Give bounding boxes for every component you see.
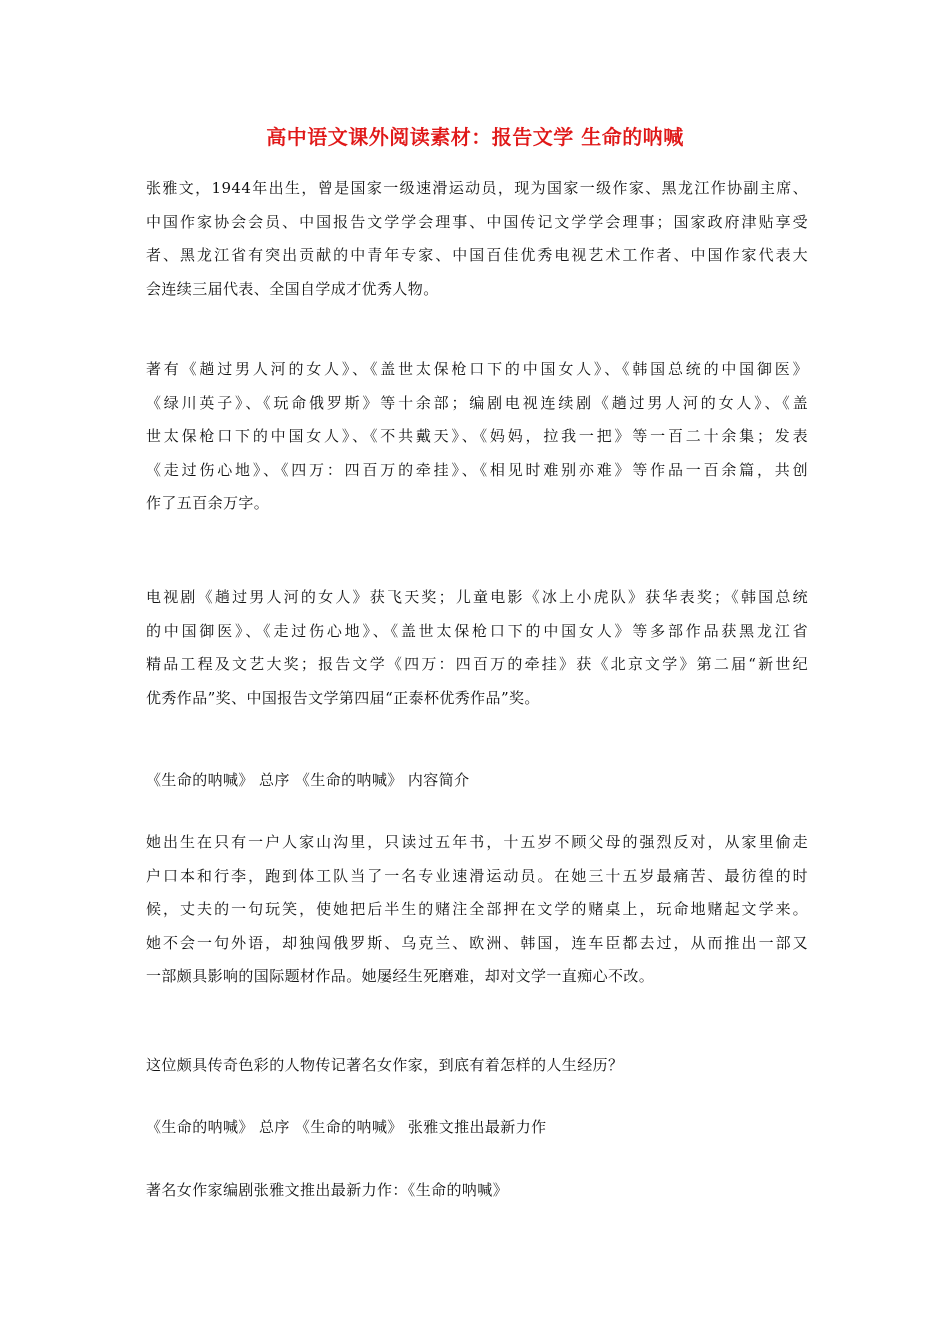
text-line: 《绿川英子》、《玩命俄罗斯》等十余部；编剧电视连续剧《趟过男人河的女人》、《盖 xyxy=(146,393,808,412)
text-line: 一部颇具影响的国际题材作品。她屡经生死磨难，却对文学一直痴心不改。 xyxy=(146,967,655,985)
page-title: 高中语文课外阅读素材：报告文学 生命的呐喊 xyxy=(266,125,684,149)
text-line: 的中国御医》、《走过伤心地》、《盖世太保枪口下的中国女人》等多部作品获黑龙江省 xyxy=(146,621,808,640)
section-heading-intro: 《生命的呐喊》 总序 《生命的呐喊》 内容简介 xyxy=(146,771,470,789)
text-line: 她不会一句外语，却独闯俄罗斯、乌克兰、欧洲、韩国，连车臣都去过，从而推出一部又 xyxy=(146,933,808,952)
text-line: 张雅文，1944年出生，曾是国家一级速滑运动员，现为国家一级作家、黑龙江作协副主席、 xyxy=(146,179,808,197)
text-line: 者、黑龙江省有突出贡献的中青年专家、中国百佳优秀电视艺术工作者、中国作家代表大 xyxy=(146,246,808,264)
text-line: 她出生在只有一户人家山沟里，只读过五年书，十五岁不顾父母的强烈反对，从家里偷走 xyxy=(146,833,808,851)
paragraph-summary xyxy=(146,826,808,994)
text-line: 中国作家协会会员、中国报告文学学会理事、中国传记文学学会理事；国家政府津贴享受 xyxy=(146,212,808,231)
text-line: 作了五百余万字。 xyxy=(146,494,270,512)
text-line: 优秀作品”奖、中国报告文学第四届“正泰杯优秀作品”奖。 xyxy=(146,688,540,707)
text-line: 精品工程及文艺大奖；报告文学《四万：四百万的牵挂》获《北京文学》第二届“新世纪 xyxy=(146,655,808,673)
question-line: 这位颇具传奇色彩的人物传记著名女作家，到底有着怎样的人生经历？ xyxy=(146,1056,624,1074)
section-heading-latest: 《生命的呐喊》 总序 《生命的呐喊》 张雅文推出最新力作 xyxy=(146,1118,547,1136)
text-line: 候，丈夫的一句玩笑，使她把后半生的赌注全部押在文学的赌桌上，玩命地赌起文学来。 xyxy=(146,900,808,918)
text-line: 著有《趟过男人河的女人》、《盖世太保枪口下的中国女人》、《韩国总统的中国御医》 xyxy=(146,360,808,378)
text-line: 世太保枪口下的中国女人》、《不共戴天》、《妈妈，拉我一把》等一百二十余集；发表 xyxy=(146,427,808,445)
closing-line: 著名女作家编剧张雅文推出最新力作：《生命的呐喊》 xyxy=(146,1181,509,1199)
text-line: 电视剧《趟过男人河的女人》获飞天奖；儿童电影《冰上小虎队》获华表奖；《韩国总统 xyxy=(146,588,808,606)
paragraph-awards xyxy=(146,581,808,715)
text-line: 户口本和行李，跑到体工队当了一名专业速滑运动员。在她三十五岁最痛苦、最彷徨的时 xyxy=(146,866,808,885)
paragraph-author-bio xyxy=(146,172,808,306)
paragraph-works xyxy=(146,353,808,521)
text-line: 《走过伤心地》、《四万：四百万的牵挂》、《相见时难别亦难》等作品一百余篇，共创 xyxy=(146,460,808,479)
text-line: 会连续三届代表、全国自学成才优秀人物。 xyxy=(146,279,439,298)
